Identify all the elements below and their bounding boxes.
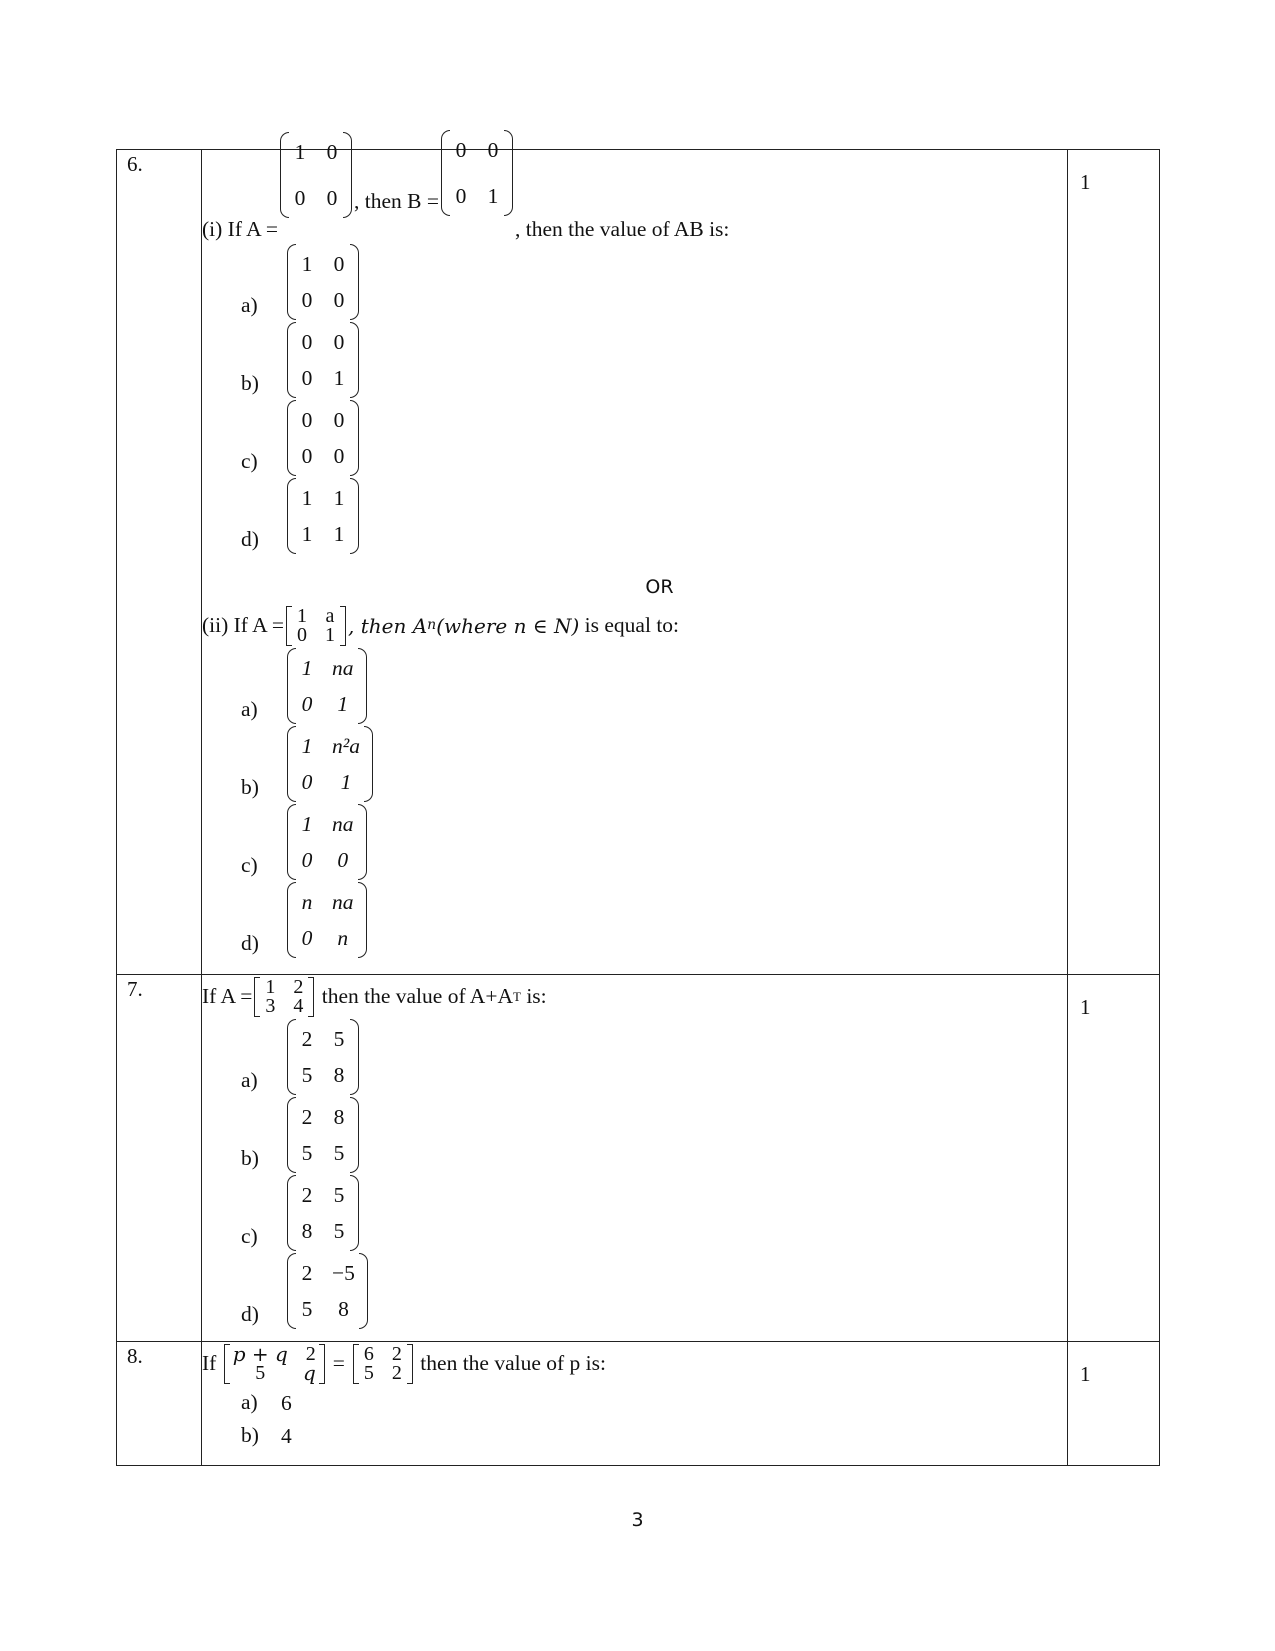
matrix-cell: 2 xyxy=(391,1343,402,1365)
matrix-cell: 0 xyxy=(333,288,345,312)
matrix-cell: 5 xyxy=(255,1362,266,1384)
option-matrix xyxy=(287,400,359,476)
option-label: c) xyxy=(241,853,258,877)
marks-value: 1 xyxy=(1080,995,1091,1019)
stem-end: is: xyxy=(520,984,547,1009)
question-number-cell xyxy=(117,150,202,975)
option-c xyxy=(241,1175,1067,1251)
matrix-left xyxy=(224,1344,325,1384)
matrix-cell: 0 xyxy=(301,926,313,950)
equals-sign: = xyxy=(332,1351,345,1376)
matrix-cell: 0 xyxy=(333,330,345,354)
matrix-cell: na xyxy=(332,812,354,836)
question-number: 8. xyxy=(127,1344,143,1368)
stem-suffix: , then the value of AB is: xyxy=(515,217,730,242)
matrix-cell: 1 xyxy=(301,522,313,546)
question-number: 7. xyxy=(127,977,143,1001)
matrix-cell: 0 xyxy=(333,444,345,468)
option-label: a) xyxy=(241,1390,258,1414)
matrix-cell: 6 xyxy=(363,1343,374,1365)
question-number: 6. xyxy=(127,152,143,176)
matrix-cell: 8 xyxy=(333,1063,345,1087)
page-number: 3 xyxy=(631,1509,644,1531)
matrix-cell: −5 xyxy=(332,1261,355,1285)
matrix-cell: 2 xyxy=(301,1183,313,1207)
marks-value: 1 xyxy=(1080,1362,1091,1386)
matrix-a xyxy=(280,132,352,218)
matrix-cell: 0 xyxy=(294,186,306,210)
option-b xyxy=(241,726,1067,802)
options-list xyxy=(202,1019,1067,1329)
matrix-cell: 5 xyxy=(333,1219,345,1243)
matrix-cell: 0 xyxy=(301,288,313,312)
stem-mid: , then B = xyxy=(354,189,440,214)
matrix-cell: 0 xyxy=(487,138,499,162)
matrix-cell: 0 xyxy=(455,138,467,162)
matrix-cell: 8 xyxy=(338,1297,349,1321)
matrix-a xyxy=(286,606,346,646)
option-b xyxy=(241,1423,1067,1450)
matrix-cell: 0 xyxy=(301,444,313,468)
option-label: b) xyxy=(241,371,259,395)
stem-superscript: T xyxy=(512,988,521,1004)
matrix-cell: 0 xyxy=(297,624,307,646)
option-label: c) xyxy=(241,1224,258,1248)
matrix-cell: 5 xyxy=(363,1362,374,1384)
matrix-cell: 0 xyxy=(301,366,313,390)
matrix-cell: 5 xyxy=(301,1141,313,1165)
option-matrix xyxy=(287,726,373,802)
option-label: b) xyxy=(241,775,259,799)
option-matrix xyxy=(287,1019,359,1095)
matrix-cell: n²a xyxy=(332,734,360,758)
matrix-cell: 1 xyxy=(265,976,276,998)
question-8-row xyxy=(117,1342,1160,1466)
matrix-cell: 1 xyxy=(301,656,313,680)
matrix-cell: 1 xyxy=(301,812,313,836)
stem-prefix: (i) If A = xyxy=(202,217,279,242)
question-7-row xyxy=(117,975,1160,1342)
matrix-cell: na xyxy=(332,890,354,914)
matrix-cell: 2 xyxy=(301,1261,313,1285)
question-stem xyxy=(202,977,1067,1017)
option-label: d) xyxy=(241,527,259,551)
option-matrix xyxy=(287,648,367,724)
question-number-cell xyxy=(117,1342,202,1466)
matrix-a xyxy=(254,977,314,1017)
stem-prefix: (ii) If A = xyxy=(202,613,284,638)
option-value: 6 xyxy=(281,1391,292,1415)
marks-cell xyxy=(1068,1342,1160,1466)
matrix-cell: q xyxy=(302,1361,316,1385)
matrix-cell: 0 xyxy=(301,770,313,794)
question-body xyxy=(202,138,1068,975)
stem-prefix: If A = xyxy=(202,984,253,1009)
matrix-cell: 1 xyxy=(487,184,499,208)
stem-superscript: n xyxy=(427,617,437,634)
option-matrix xyxy=(287,1253,368,1329)
matrix-cell: 5 xyxy=(301,1297,313,1321)
matrix-cell: 1 xyxy=(301,486,313,510)
option-a xyxy=(241,244,1067,320)
option-matrix xyxy=(287,244,359,320)
matrix-cell: 1 xyxy=(294,140,306,164)
matrix-cell: 1 xyxy=(333,366,345,390)
option-matrix xyxy=(287,1097,359,1173)
matrix-cell: na xyxy=(332,656,354,680)
option-d xyxy=(241,478,1067,554)
option-label: d) xyxy=(241,931,259,955)
option-matrix xyxy=(287,1175,359,1251)
matrix-cell: 5 xyxy=(333,1183,345,1207)
matrix-cell: 1 xyxy=(337,692,349,716)
matrix-cell: 1 xyxy=(340,770,352,794)
question-6-row xyxy=(117,150,1160,975)
or-separator: OR xyxy=(645,576,674,598)
stem-math-condition: (where n ∈ N) xyxy=(436,614,580,638)
matrix-cell: 8 xyxy=(301,1219,313,1243)
option-label: a) xyxy=(241,1068,258,1092)
matrix-cell: 0 xyxy=(301,692,313,716)
question-table xyxy=(116,138,1160,1466)
matrix-cell: 0 xyxy=(326,186,338,210)
question-number-cell xyxy=(117,975,202,1342)
matrix-cell: 0 xyxy=(333,408,345,432)
matrix-cell: 5 xyxy=(301,1063,313,1087)
matrix-cell: 0 xyxy=(301,848,313,872)
matrix-cell: 1 xyxy=(333,486,345,510)
option-label: c) xyxy=(241,449,258,473)
option-label: a) xyxy=(241,697,258,721)
matrix-cell: 0 xyxy=(333,252,345,276)
stem-suffix: then the value of A+A xyxy=(316,984,513,1009)
question-body xyxy=(202,975,1068,1342)
stem-math: , then A xyxy=(348,614,428,638)
matrix-cell: 0 xyxy=(301,408,313,432)
matrix-cell: p + q xyxy=(232,1342,288,1366)
matrix-cell: 1 xyxy=(301,252,313,276)
stem-suffix: then the value of p is: xyxy=(414,1351,606,1376)
option-label: b) xyxy=(241,1423,259,1447)
matrix-cell: 2 xyxy=(305,1343,316,1365)
option-c xyxy=(241,400,1067,476)
matrix-cell: 2 xyxy=(301,1027,313,1051)
matrix-cell: 1 xyxy=(301,734,313,758)
marks-value: 1 xyxy=(1080,170,1091,194)
option-a xyxy=(241,648,1067,724)
matrix-cell: 2 xyxy=(293,976,304,998)
matrix-right xyxy=(353,1344,413,1384)
option-d xyxy=(241,1253,1067,1329)
option-c xyxy=(241,804,1067,880)
marks-cell xyxy=(1068,150,1160,975)
option-matrix xyxy=(287,322,359,398)
option-matrix xyxy=(287,882,367,958)
options-list-alt xyxy=(202,648,1067,958)
matrix-cell: 2 xyxy=(391,1362,402,1384)
matrix-cell: 3 xyxy=(265,995,276,1017)
matrix-cell: 1 xyxy=(325,624,335,646)
stem-prefix: If xyxy=(202,1351,222,1376)
matrix-cell: 0 xyxy=(301,330,313,354)
matrix-cell: n xyxy=(337,926,349,950)
stem-suffix: is equal to: xyxy=(579,613,680,638)
matrix-cell: a xyxy=(325,605,335,627)
option-b xyxy=(241,1097,1067,1173)
option-d xyxy=(241,882,1067,958)
matrix-cell: 2 xyxy=(301,1105,313,1129)
marks-cell xyxy=(1068,975,1160,1342)
question-body xyxy=(202,1342,1068,1466)
question-stem xyxy=(202,1344,1067,1384)
option-label: a) xyxy=(241,293,258,317)
option-a xyxy=(241,1019,1067,1095)
matrix-cell: 8 xyxy=(333,1105,345,1129)
option-matrix xyxy=(287,804,367,880)
option-label: d) xyxy=(241,1302,259,1326)
matrix-cell: 1 xyxy=(333,522,345,546)
matrix-cell: 5 xyxy=(333,1141,345,1165)
question-stem xyxy=(202,138,1067,242)
option-matrix xyxy=(287,478,359,554)
option-label: b) xyxy=(241,1146,259,1170)
matrix-cell: 1 xyxy=(297,605,307,627)
option-b xyxy=(241,322,1067,398)
matrix-cell: 5 xyxy=(333,1027,345,1051)
option-a xyxy=(241,1390,1067,1417)
matrix-cell: 0 xyxy=(337,848,349,872)
matrix-b xyxy=(441,130,513,216)
question-stem-alt xyxy=(202,606,1067,646)
matrix-cell: 0 xyxy=(326,140,338,164)
matrix-cell: n xyxy=(301,890,313,914)
matrix-cell: 4 xyxy=(293,995,304,1017)
options-list xyxy=(202,244,1067,554)
matrix-cell: 0 xyxy=(455,184,467,208)
option-value: 4 xyxy=(281,1424,292,1448)
